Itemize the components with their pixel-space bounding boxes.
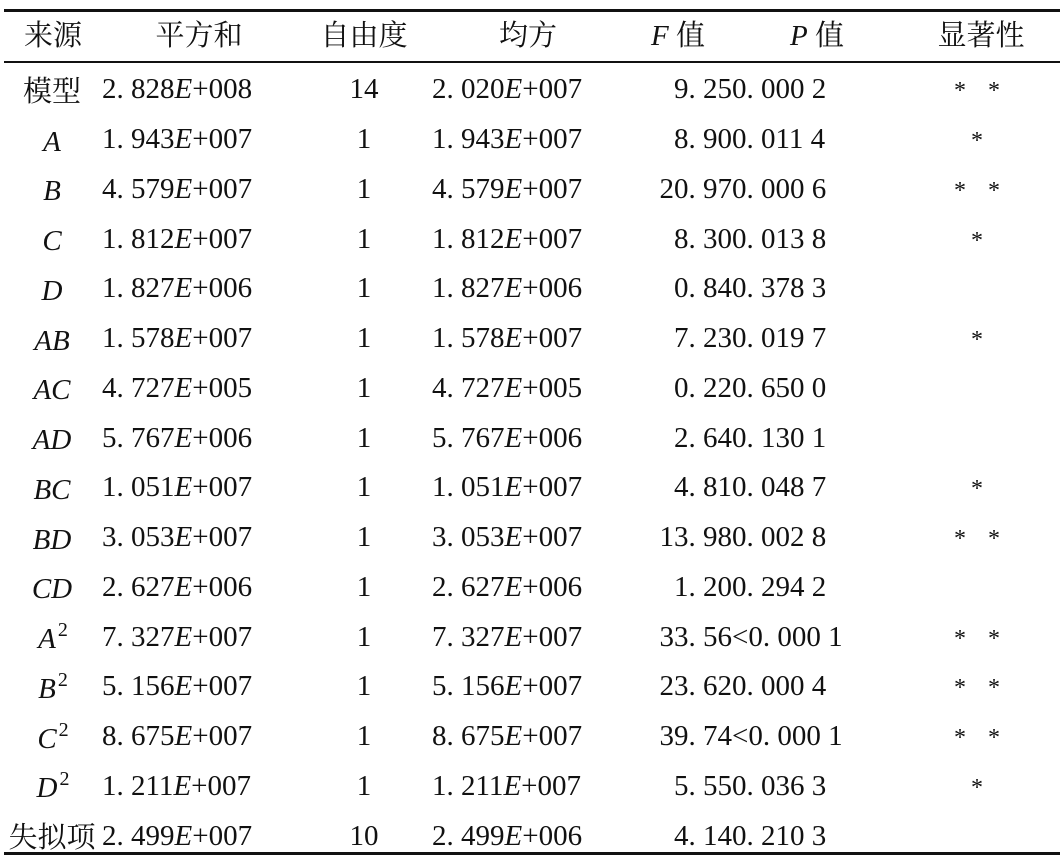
ms-exponent: +007	[522, 172, 583, 205]
ss-mantissa: 2. 499	[102, 819, 175, 852]
significance-stars: * *	[954, 177, 1008, 204]
significance-stars: * *	[954, 625, 1008, 652]
ms-mantissa: 8. 675	[432, 720, 505, 753]
ss-mantissa: 1. 578	[102, 322, 175, 355]
table-header	[4, 12, 1060, 63]
source-exponent: 2	[58, 718, 69, 741]
source-factor: B	[38, 672, 56, 705]
ss-exponent: +007	[192, 819, 253, 852]
ms-exponent: +007	[522, 521, 583, 554]
ms-e: E	[504, 819, 523, 852]
ss-exponent: +008	[192, 73, 253, 106]
df-cell: 1	[356, 521, 372, 554]
ss-mantissa: 4. 727	[102, 371, 175, 404]
ms-mantissa: 7. 327	[432, 620, 505, 653]
f-value-cell: 4. 81	[674, 471, 732, 504]
sum-of-squares-cell	[102, 463, 296, 513]
ms-e: E	[504, 172, 523, 205]
ms-e: E	[504, 570, 523, 603]
ss-exponent: +007	[192, 720, 253, 753]
significance-stars: * *	[954, 725, 1008, 752]
source-cell	[4, 63, 102, 115]
sum-of-squares-cell	[102, 612, 296, 662]
f-value-cell: 39. 74	[659, 720, 732, 753]
ss-mantissa: 1. 211	[102, 769, 174, 802]
source-cell	[4, 612, 102, 662]
significance-cell	[902, 513, 1060, 563]
ss-mantissa: 1. 051	[102, 471, 175, 504]
significance-stars: *	[971, 327, 991, 354]
sum-of-squares-cell	[102, 811, 296, 861]
source-factor: C	[42, 225, 62, 258]
table-row	[4, 612, 1060, 662]
ss-e: E	[174, 371, 193, 404]
table-body	[4, 63, 1060, 861]
mean-square-cell	[432, 762, 624, 812]
ms-exponent: +007	[522, 670, 583, 703]
p-value-cell: 0. 048 7	[732, 471, 827, 504]
p-value-cell: 0. 000 6	[732, 172, 827, 205]
ms-e: E	[504, 670, 523, 703]
table-row	[4, 563, 1060, 613]
source-cell	[4, 413, 102, 463]
source-factor: D	[41, 274, 63, 307]
ss-exponent: +007	[192, 471, 253, 504]
ms-e: E	[504, 720, 523, 753]
source-factor: CD	[31, 573, 73, 606]
ms-mantissa: 2. 499	[432, 819, 505, 852]
ss-e: E	[174, 670, 193, 703]
table-row	[4, 314, 1060, 364]
significance-cell	[902, 214, 1060, 264]
f-value-cell: 7. 23	[674, 322, 732, 355]
ss-exponent: +007	[192, 521, 253, 554]
ms-exponent: +007	[522, 720, 583, 753]
ss-exponent: +007	[192, 222, 253, 255]
source-label: 失拟项	[8, 822, 96, 855]
significance-stars: * *	[954, 526, 1008, 553]
f-value-cell: 9. 25	[674, 73, 732, 106]
df-cell: 1	[356, 570, 372, 603]
ms-mantissa: 1. 943	[432, 123, 505, 156]
mean-square-cell	[432, 314, 624, 364]
table-row	[4, 762, 1060, 812]
ms-e: E	[504, 272, 523, 305]
df-cell: 1	[356, 620, 372, 653]
f-value-cell: 2. 64	[674, 421, 732, 454]
mean-square-cell	[432, 513, 624, 563]
ms-e: E	[504, 73, 523, 106]
ss-exponent: +007	[192, 123, 253, 156]
ms-exponent: +007	[522, 222, 583, 255]
mean-square-cell	[432, 662, 624, 712]
ss-exponent: +005	[192, 371, 253, 404]
source-factor: D	[36, 772, 58, 805]
significance-cell	[902, 563, 1060, 613]
ms-mantissa: 4. 727	[432, 371, 505, 404]
sum-of-squares-cell	[102, 413, 296, 463]
df-cell: 1	[356, 769, 372, 802]
header-p-word: 值	[814, 20, 844, 52]
p-value-cell: 0. 294 2	[732, 570, 827, 603]
source-exponent: 2	[59, 768, 70, 791]
source-cell	[4, 364, 102, 414]
header-p-value	[732, 12, 902, 61]
ms-e: E	[504, 322, 523, 355]
ms-exponent: +007	[522, 123, 583, 156]
significance-stars: *	[971, 476, 991, 503]
ss-e: E	[174, 471, 193, 504]
header-source: 来源	[23, 20, 82, 52]
ss-mantissa: 2. 627	[102, 570, 175, 603]
significance-stars: *	[971, 227, 991, 254]
ss-e: E	[174, 73, 193, 106]
source-cell	[4, 214, 102, 264]
p-value-cell: <0. 000 1	[732, 620, 843, 653]
significance-cell	[902, 264, 1060, 314]
sum-of-squares-cell	[102, 364, 296, 414]
df-cell: 1	[356, 172, 372, 205]
significance-cell	[902, 712, 1060, 762]
ms-exponent: +006	[522, 421, 583, 454]
f-value-cell: 23. 62	[659, 670, 732, 703]
f-value-cell: 0. 84	[674, 272, 732, 305]
ss-mantissa: 7. 327	[102, 620, 175, 653]
sum-of-squares-cell	[102, 513, 296, 563]
significance-cell	[902, 413, 1060, 463]
ms-exponent: +006	[522, 819, 583, 852]
ms-e: E	[504, 471, 523, 504]
ss-mantissa: 2. 828	[102, 73, 175, 106]
table-row	[4, 115, 1060, 165]
p-value-cell: 0. 036 3	[732, 769, 827, 802]
ss-e: E	[174, 819, 193, 852]
ss-e: E	[174, 222, 193, 255]
source-cell	[4, 115, 102, 165]
ms-e: E	[504, 371, 523, 404]
ms-mantissa: 2. 020	[432, 73, 505, 106]
significance-cell	[902, 115, 1060, 165]
significance-cell	[902, 314, 1060, 364]
df-cell: 14	[349, 73, 379, 106]
ss-mantissa: 1. 827	[102, 272, 175, 305]
significance-stars: *	[971, 774, 991, 801]
p-value-cell: 0. 650 0	[732, 371, 827, 404]
source-factor: C	[37, 722, 57, 755]
mean-square-cell	[432, 563, 624, 613]
sum-of-squares-cell	[102, 762, 296, 812]
mean-square-cell	[432, 463, 624, 513]
ms-mantissa: 2. 627	[432, 570, 505, 603]
ms-exponent: +006	[522, 570, 583, 603]
header-significance: 显著性	[937, 20, 1025, 52]
mean-square-cell	[432, 364, 624, 414]
ms-mantissa: 1. 578	[432, 322, 505, 355]
ms-mantissa: 1. 051	[432, 471, 505, 504]
table-row	[4, 264, 1060, 314]
significance-cell	[902, 463, 1060, 513]
table-row	[4, 712, 1060, 762]
mean-square-cell	[432, 413, 624, 463]
ss-mantissa: 8. 675	[102, 720, 175, 753]
header-sum-of-squares: 平方和	[155, 20, 243, 52]
significance-cell	[902, 165, 1060, 215]
ms-exponent: +005	[522, 371, 583, 404]
ms-mantissa: 1. 827	[432, 272, 505, 305]
ss-e: E	[173, 769, 192, 802]
ms-mantissa: 3. 053	[432, 521, 505, 554]
f-value-cell: 13. 98	[659, 521, 732, 554]
mean-square-cell	[432, 712, 624, 762]
mean-square-cell	[432, 115, 624, 165]
ss-e: E	[174, 322, 193, 355]
source-exponent: 2	[57, 619, 68, 642]
mean-square-cell	[432, 811, 624, 861]
sum-of-squares-cell	[102, 314, 296, 364]
header-f-word: 值	[675, 20, 705, 52]
df-cell: 1	[356, 322, 372, 355]
ms-mantissa: 1. 211	[432, 769, 504, 802]
ss-exponent: +007	[192, 670, 253, 703]
source-cell	[4, 712, 102, 762]
source-cell	[4, 463, 102, 513]
ss-e: E	[174, 620, 193, 653]
f-value-cell: 4. 14	[674, 819, 732, 852]
table-row	[4, 165, 1060, 215]
p-value-cell: 0. 210 3	[732, 819, 827, 852]
df-cell: 1	[356, 222, 372, 255]
sum-of-squares-cell	[102, 63, 296, 115]
significance-stars: * *	[954, 675, 1008, 702]
header-f-value	[624, 12, 732, 61]
sum-of-squares-cell	[102, 264, 296, 314]
table-row	[4, 463, 1060, 513]
source-factor: BD	[32, 523, 72, 556]
ss-e: E	[174, 172, 193, 205]
ms-e: E	[504, 222, 523, 255]
significance-stars: * *	[954, 78, 1008, 105]
significance-cell	[902, 63, 1060, 115]
source-cell	[4, 314, 102, 364]
ss-exponent: +006	[192, 570, 253, 603]
sum-of-squares-cell	[102, 214, 296, 264]
p-value-cell: 0. 011 4	[732, 123, 826, 156]
source-cell	[4, 811, 102, 861]
df-cell: 1	[356, 123, 372, 156]
df-cell: 1	[356, 471, 372, 504]
header-mean-square: 均方	[498, 20, 557, 52]
ms-exponent: +007	[522, 322, 583, 355]
significance-cell	[902, 811, 1060, 861]
p-value-cell: <0. 000 1	[732, 720, 843, 753]
source-factor: A	[38, 623, 56, 656]
ms-mantissa: 5. 156	[432, 670, 505, 703]
source-exponent: 2	[57, 668, 68, 691]
mean-square-cell	[432, 165, 624, 215]
table-row	[4, 413, 1060, 463]
df-cell: 1	[356, 670, 372, 703]
p-value-cell: 0. 378 3	[732, 272, 827, 305]
df-cell: 1	[356, 720, 372, 753]
ms-exponent: +006	[522, 272, 583, 305]
source-factor: BC	[33, 473, 71, 506]
source-factor: AB	[34, 324, 70, 357]
ss-mantissa: 3. 053	[102, 521, 175, 554]
anova-table	[4, 12, 1060, 861]
source-cell	[4, 563, 102, 613]
p-value-cell: 0. 000 2	[732, 73, 827, 106]
sum-of-squares-cell	[102, 563, 296, 613]
source-factor: AC	[33, 374, 71, 407]
significance-stars: *	[971, 128, 991, 155]
p-value-cell: 0. 000 4	[732, 670, 827, 703]
ss-mantissa: 5. 767	[102, 421, 175, 454]
table-row	[4, 513, 1060, 563]
significance-cell	[902, 762, 1060, 812]
p-value-cell: 0. 002 8	[732, 521, 827, 554]
ms-exponent: +007	[522, 471, 583, 504]
sum-of-squares-cell	[102, 165, 296, 215]
df-cell: 1	[356, 421, 372, 454]
header-f-symbol: F	[651, 20, 669, 52]
ss-exponent: +007	[191, 769, 252, 802]
table-row	[4, 364, 1060, 414]
ss-e: E	[174, 421, 193, 454]
significance-cell	[902, 364, 1060, 414]
significance-cell	[902, 662, 1060, 712]
source-factor: A	[43, 125, 61, 158]
ss-e: E	[174, 720, 193, 753]
source-cell	[4, 165, 102, 215]
ss-mantissa: 5. 156	[102, 670, 175, 703]
ss-e: E	[174, 570, 193, 603]
df-cell: 1	[356, 272, 372, 305]
ss-mantissa: 1. 943	[102, 123, 175, 156]
source-cell	[4, 513, 102, 563]
ms-mantissa: 4. 579	[432, 172, 505, 205]
ms-exponent: +007	[521, 769, 582, 802]
p-value-cell: 0. 013 8	[732, 222, 827, 255]
ss-exponent: +007	[192, 322, 253, 355]
f-value-cell: 8. 30	[674, 222, 732, 255]
ms-e: E	[504, 521, 523, 554]
sum-of-squares-cell	[102, 115, 296, 165]
df-cell: 1	[356, 371, 372, 404]
mean-square-cell	[432, 214, 624, 264]
f-value-cell: 8. 90	[674, 123, 732, 156]
f-value-cell: 0. 22	[674, 371, 732, 404]
ss-mantissa: 1. 812	[102, 222, 175, 255]
table-row	[4, 214, 1060, 264]
table-row	[4, 63, 1060, 115]
ss-e: E	[174, 272, 193, 305]
header-row	[4, 12, 1060, 61]
f-value-cell: 1. 20	[674, 570, 732, 603]
ms-e: E	[503, 769, 522, 802]
source-cell	[4, 762, 102, 812]
mean-square-cell	[432, 63, 624, 115]
table-row	[4, 662, 1060, 712]
sum-of-squares-cell	[102, 712, 296, 762]
ss-exponent: +006	[192, 272, 253, 305]
f-value-cell: 20. 97	[659, 172, 732, 205]
source-factor: B	[43, 175, 61, 208]
mean-square-cell	[432, 264, 624, 314]
ss-exponent: +007	[192, 620, 253, 653]
p-value-cell: 0. 019 7	[732, 322, 827, 355]
sum-of-squares-cell	[102, 662, 296, 712]
ms-e: E	[504, 620, 523, 653]
source-factor: AD	[32, 424, 72, 457]
ms-mantissa: 1. 812	[432, 222, 505, 255]
significance-cell	[902, 612, 1060, 662]
mean-square-cell	[432, 612, 624, 662]
f-value-cell: 33. 56	[659, 620, 732, 653]
ss-exponent: +007	[192, 172, 253, 205]
ms-e: E	[504, 123, 523, 156]
ss-e: E	[174, 123, 193, 156]
p-value-cell: 0. 130 1	[732, 421, 827, 454]
ms-exponent: +007	[522, 620, 583, 653]
ms-mantissa: 5. 767	[432, 421, 505, 454]
ss-e: E	[174, 521, 193, 554]
header-p-symbol: P	[790, 20, 808, 52]
df-cell: 10	[349, 819, 379, 852]
ss-exponent: +006	[192, 421, 253, 454]
ss-mantissa: 4. 579	[102, 172, 175, 205]
f-value-cell: 5. 55	[674, 769, 732, 802]
source-cell	[4, 662, 102, 712]
source-cell	[4, 264, 102, 314]
ms-exponent: +007	[522, 73, 583, 106]
ms-e: E	[504, 421, 523, 454]
header-degrees-of-freedom: 自由度	[320, 20, 408, 52]
source-label: 模型	[22, 75, 81, 108]
table-row	[4, 811, 1060, 861]
